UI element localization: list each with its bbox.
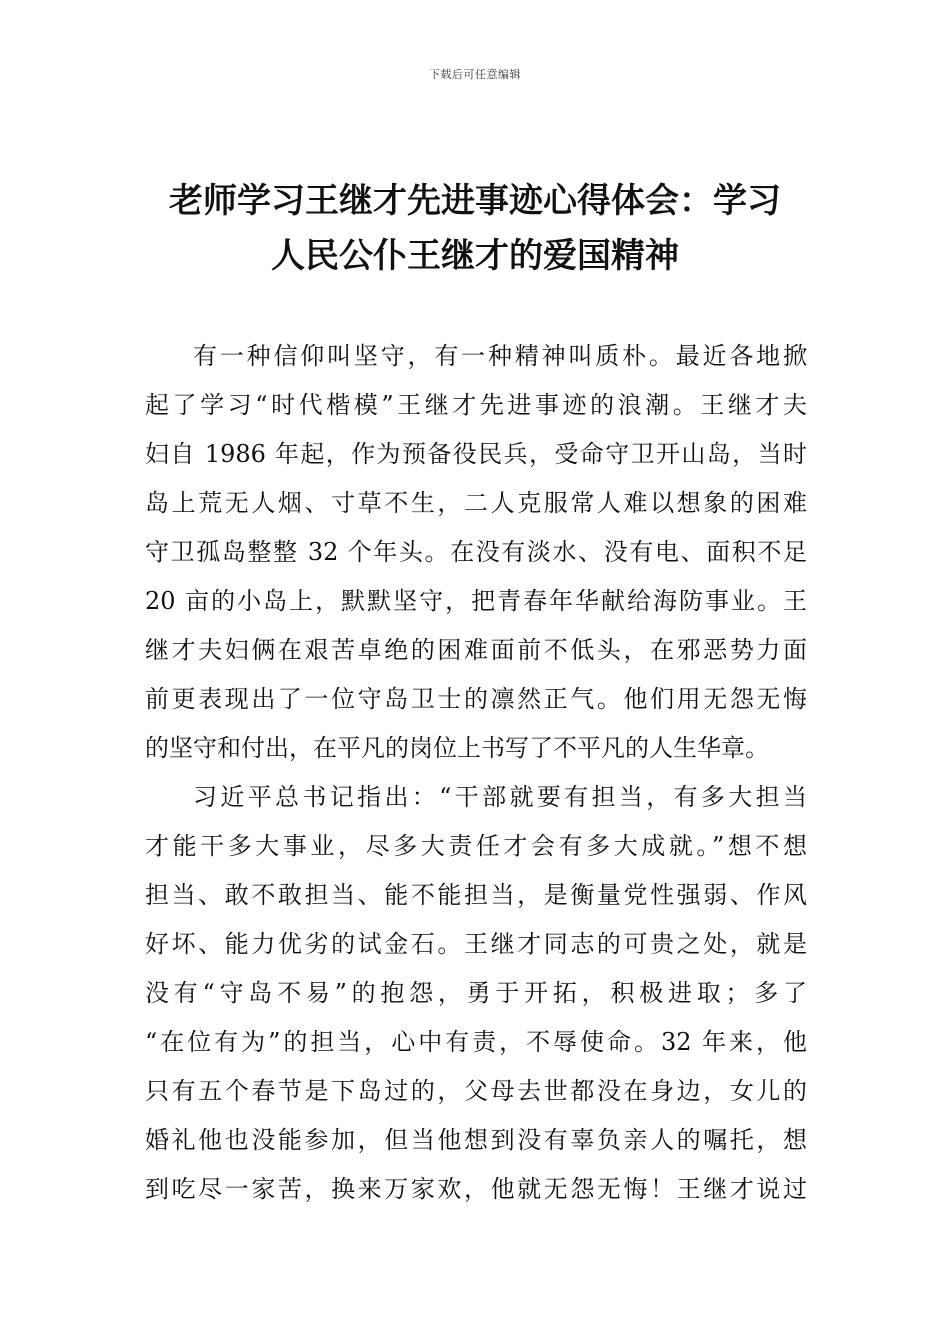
paragraph-line: 才能干多大事业，尽多大责任才会有多大成就。”想不想 [145,832,807,860]
paragraph-line: 继才夫妇俩在艰苦卓绝的困难面前不低头，在邪恶势力面 [145,636,807,664]
paragraph-line: 到吃尽一家苦，换来万家欢，他就无怨无悔！王继才说过 [145,1175,807,1203]
paragraph-line: 妇自 1986 年起，作为预备役民兵，受命守卫开山岛，当时 [145,440,807,468]
paragraph-line: 起了学习“时代楷模”王继才先进事迹的浪潮。王继才夫 [145,391,807,419]
paragraph-line: “在位有为”的担当，心中有责，不辱使命。32 年来，他 [145,1028,807,1056]
title-line: 老师学习王继才先进事迹心得体会：学习 [169,181,781,221]
paragraph-line: 担当、敢不敢担当、能不能担当，是衡量党性强弱、作风 [145,881,807,909]
paragraph-line: 的坚守和付出，在平凡的岗位上书写了不平凡的人生华章。 [145,734,769,762]
title-line: 人民公仆王继才的爱国精神 [271,236,679,276]
paragraph-line: 好坏、能力优劣的试金石。王继才同志的可贵之处，就是 [145,930,807,958]
paragraph-line: 只有五个春节是下岛过的，父母去世都没在身边，女儿的 [145,1077,807,1105]
paragraph-line: 习近平总书记指出：“干部就要有担当，有多大担当 [193,783,807,811]
paragraph-line: 婚礼他也没能参加，但当他想到没有辜负亲人的嘱托，想 [145,1126,807,1154]
paragraph-line: 前更表现出了一位守岛卫士的凛然正气。他们用无怨无悔 [145,685,807,713]
paragraph-line: 有一种信仰叫坚守，有一种精神叫质朴。最近各地掀 [193,342,807,370]
document-body [145,332,807,1214]
paragraph-line: 没有“守岛不易”的抱怨，勇于开拓，积极进取；多了 [145,979,807,1007]
paragraph-line: 岛上荒无人烟、寸草不生，二人克服常人难以想象的困难 [145,489,807,517]
header-note: 下载后可任意编辑 [429,68,521,81]
paragraph-line: 守卫孤岛整整 32 个年头。在没有淡水、没有电、面积不足 [145,538,807,566]
document-title [145,174,805,284]
paragraph-line: 20 亩的小岛上，默默坚守，把青春年华献给海防事业。王 [145,587,807,615]
